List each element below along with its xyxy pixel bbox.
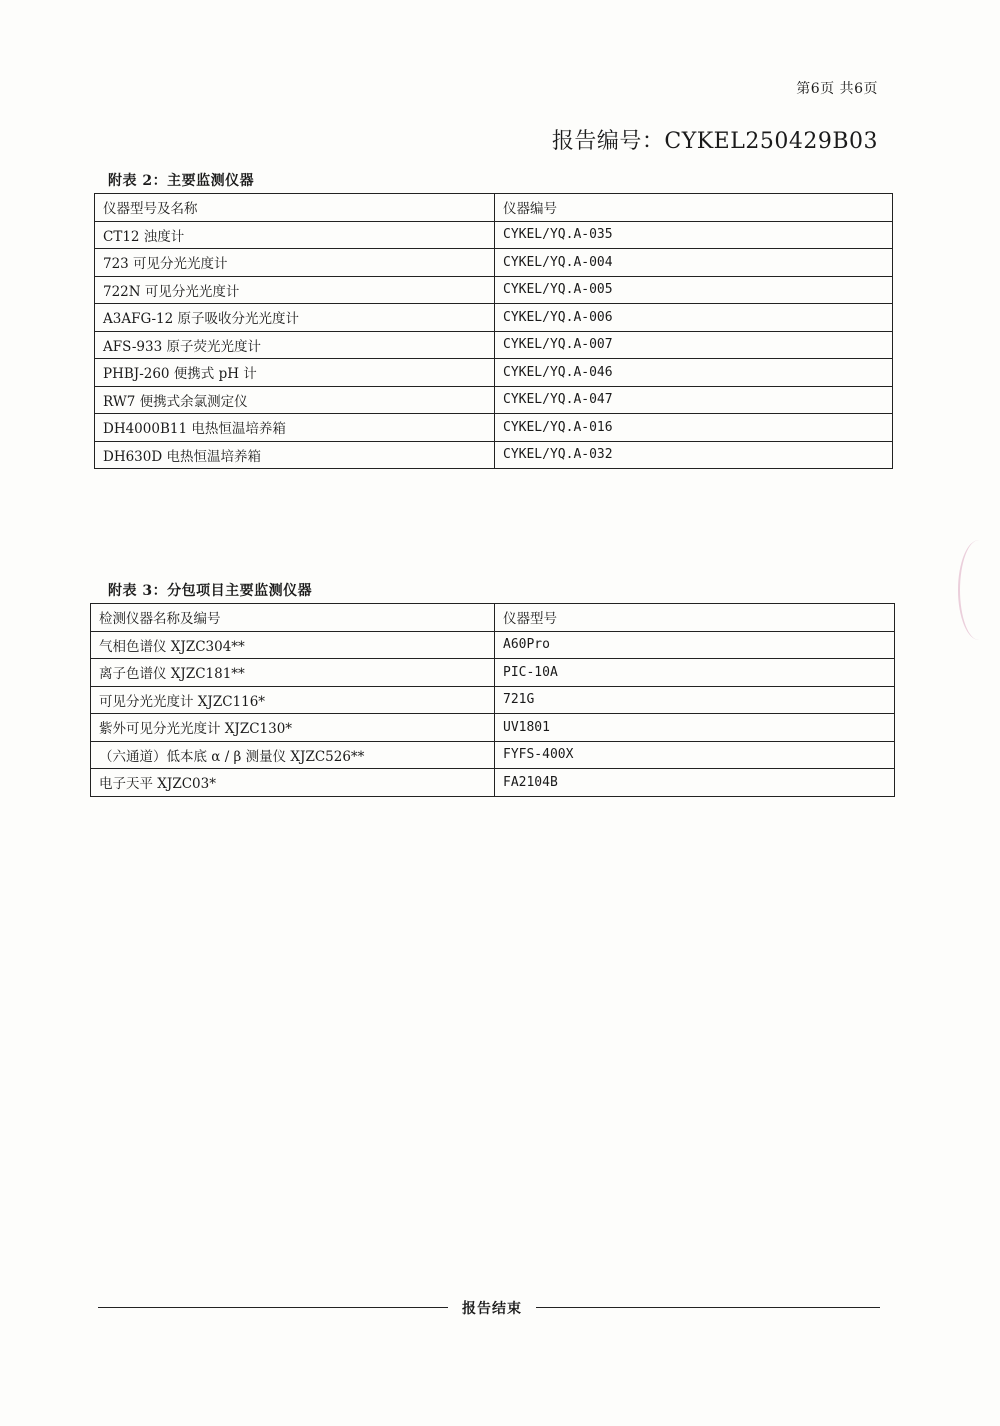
instrument-code-cell: CYKEL/YQ.A-005 — [495, 276, 893, 304]
instrument-code-cell: CYKEL/YQ.A-046 — [495, 359, 893, 387]
instrument-code-cell: CYKEL/YQ.A-016 — [495, 414, 893, 442]
page-number: 第6页 共6页 — [796, 81, 878, 97]
instrument-name-cell: CT12 浊度计 — [95, 221, 495, 249]
column-header: 仪器型号 — [495, 604, 895, 632]
table-row — [95, 221, 893, 249]
instrument-code-cell: A60Pro — [495, 631, 895, 659]
instrument-name-cell: 722N 可见分光光度计 — [95, 276, 495, 304]
table-row — [95, 304, 893, 332]
instrument-name-cell: A3AFG-12 原子吸收分光光度计 — [95, 304, 495, 332]
instrument-code-cell: CYKEL/YQ.A-047 — [495, 386, 893, 414]
instrument-name-cell: PHBJ-260 便携式 pH 计 — [95, 359, 495, 387]
instrument-code-cell: 721G — [495, 686, 895, 714]
table-row — [95, 249, 893, 277]
appendix3-table — [90, 603, 895, 797]
appendix2-table — [94, 193, 893, 469]
instrument-name-cell: 离子色谱仪 XJZC181** — [91, 659, 495, 687]
end-divider-right — [536, 1307, 880, 1308]
table-row — [91, 631, 895, 659]
instrument-name-cell: 紫外可见分光光度计 XJZC130* — [91, 714, 495, 742]
table-header-row — [91, 604, 895, 632]
instrument-name-cell: RW7 便携式余氯测定仪 — [95, 386, 495, 414]
column-header: 检测仪器名称及编号 — [91, 604, 495, 632]
table-row — [91, 686, 895, 714]
table-row — [95, 414, 893, 442]
table-row — [95, 359, 893, 387]
column-header: 仪器型号及名称 — [95, 194, 495, 222]
instrument-name-cell: 气相色谱仪 XJZC304** — [91, 631, 495, 659]
appendix2-tbody — [95, 194, 893, 469]
instrument-name-cell: 电子天平 XJZC03* — [91, 769, 495, 797]
end-divider-left — [98, 1307, 448, 1308]
appendix3-caption: 附表 3：分包项目主要监测仪器 — [108, 583, 313, 599]
instrument-name-cell: 可见分光光度计 XJZC116* — [91, 686, 495, 714]
instrument-name-cell: （六通道）低本底 α / β 测量仪 XJZC526** — [91, 741, 495, 769]
instrument-name-cell: 723 可见分光光度计 — [95, 249, 495, 277]
column-header: 仪器编号 — [495, 194, 893, 222]
appendix2-caption: 附表 2：主要监测仪器 — [108, 173, 255, 189]
report-end-text: 报告结束 — [462, 1301, 522, 1317]
appendix3-tbody — [91, 604, 895, 797]
instrument-name-cell: DH630D 电热恒温培养箱 — [95, 441, 495, 469]
instrument-code-cell: CYKEL/YQ.A-004 — [495, 249, 893, 277]
report-number: 报告编号：CYKEL250429B03 — [551, 129, 878, 154]
instrument-code-cell: CYKEL/YQ.A-006 — [495, 304, 893, 332]
table-row — [91, 659, 895, 687]
table-row — [91, 714, 895, 742]
instrument-code-cell: UV1801 — [495, 714, 895, 742]
instrument-code-cell: PIC-10A — [495, 659, 895, 687]
instrument-name-cell: DH4000B11 电热恒温培养箱 — [95, 414, 495, 442]
table-row — [91, 769, 895, 797]
instrument-code-cell: FYFS-400X — [495, 741, 895, 769]
instrument-code-cell: CYKEL/YQ.A-035 — [495, 221, 893, 249]
seal-edge-mark — [958, 540, 1000, 640]
instrument-code-cell: CYKEL/YQ.A-007 — [495, 331, 893, 359]
instrument-name-cell: AFS-933 原子荧光光度计 — [95, 331, 495, 359]
table-row — [95, 441, 893, 469]
table-row — [91, 741, 895, 769]
instrument-code-cell: FA2104B — [495, 769, 895, 797]
table-row — [95, 386, 893, 414]
table-header-row — [95, 194, 893, 222]
table-row — [95, 276, 893, 304]
table-row — [95, 331, 893, 359]
instrument-code-cell: CYKEL/YQ.A-032 — [495, 441, 893, 469]
